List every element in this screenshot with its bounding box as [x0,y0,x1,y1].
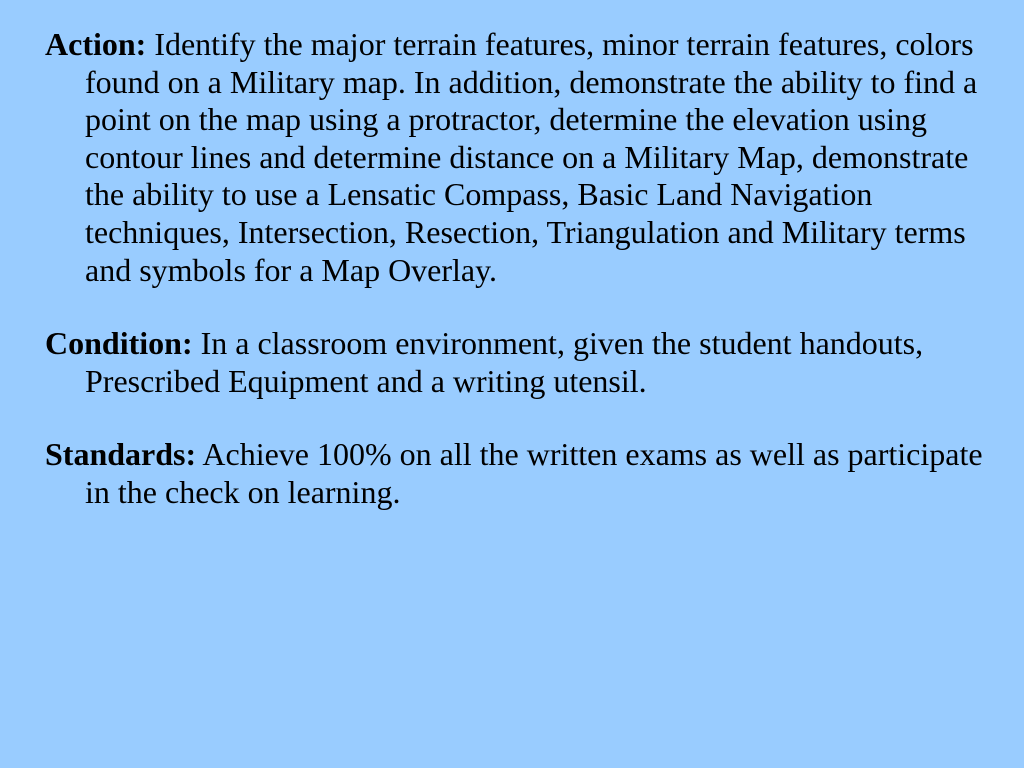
condition-text: In a classroom environment, given the student handouts, Prescribed Equipment and a writing utensil. [85,325,924,399]
standards-paragraph [45,436,984,511]
condition-paragraph [45,325,984,400]
standards-text: Achieve 100% on all the written exams as well as participate in the check on learning. [85,436,983,510]
action-paragraph [45,26,984,289]
action-label: Action: [45,26,147,62]
standards-label: Standards: [45,436,197,473]
condition-label: Condition: [45,325,193,362]
action-text: Identify the major terrain features, minor terrain features, colors found on a Military map. In addition, demonstrate the ability to find a point on the map using a protractor, determine the elevation using contour lines and determine distance on a Military Map, demonstrate the ability to use a Lensatic Compass, Basic Land Navigation techniques, Intersection, Resection, Triangulation and Military terms and symbols for a Map Overlay. [85,26,978,288]
